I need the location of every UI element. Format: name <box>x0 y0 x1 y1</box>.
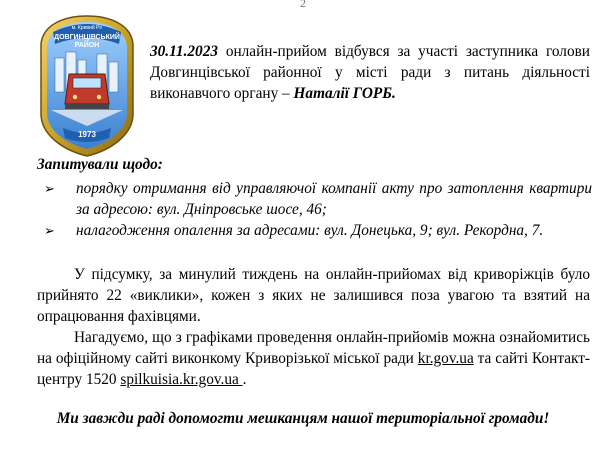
arrow-bullet-icon: ➢ <box>44 181 55 196</box>
intro-paragraph <box>150 41 590 104</box>
emblem-arc-text: м. Кривий Ріг <box>71 25 103 31</box>
summary-paragraph: У підсумку, за минулий тиждень на онлайн-прийомах від криворіжців було прийнято 22 «виклики», кожен з яких не залишився поза увагою та взятий на опрацювання фахівцями. <box>37 266 590 325</box>
asked-heading: Запитували щодо: <box>37 156 163 173</box>
reminder-paragraph: Нагадуємо, що з графіками проведення онлайн-прийомів можна ознайомитись на офіційному сайті виконкому Криворізької міської ради kr.gov.ua та сайті Контакт-центру 1520 spilkuisia.kr.gov.ua . <box>37 329 590 388</box>
spilkuisia-link[interactable]: spilkuisia.kr.gov.ua <box>120 371 243 388</box>
emblem-title-line1: ДОВГИНЦІВСЬКИЙ <box>54 34 120 41</box>
kr-gov-link[interactable]: kr.gov.ua <box>417 350 474 367</box>
intro-text: онлайн-прийом відбувся за участі заступника голови Довгинцівської районної у місті ради з питань діяльності виконавчого органу – <box>150 43 590 102</box>
list-item: ➢ порядку отримання від управляючої компанії акту про затоплення квартири за адресою: вул. Дніпровське шосе, 46; <box>44 180 592 218</box>
closing-statement: Ми завжди раді допомогти мешканцям нашої територіальної громади! <box>56 410 550 427</box>
train-icon <box>65 74 109 109</box>
topics-list <box>44 178 592 241</box>
event-date: 30.11.2023 <box>150 43 218 60</box>
page-number: 2 <box>300 0 306 10</box>
emblem-year: 1973 <box>78 130 96 139</box>
emblem-title-line2: РАЙОН <box>74 42 100 49</box>
list-item: ➢ налагодження опалення за адресами: вул. Донецька, 9; вул. Рекордна, 7. <box>44 222 544 239</box>
official-name: Наталії ГОРБ. <box>293 85 396 102</box>
district-emblem <box>37 14 137 158</box>
arrow-bullet-icon: ➢ <box>44 223 55 238</box>
